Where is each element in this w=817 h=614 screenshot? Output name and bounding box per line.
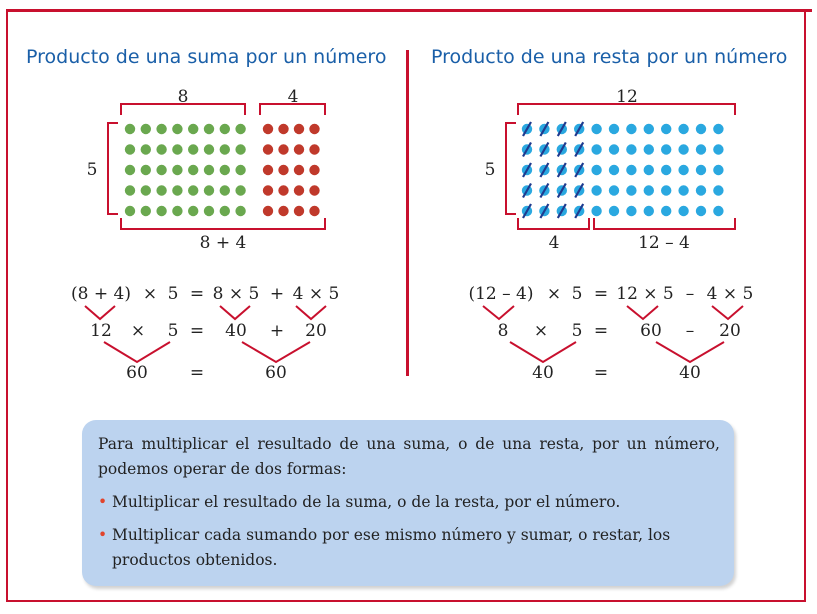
eq-term: 12 × 5 — [616, 284, 674, 304]
green-dot — [172, 144, 182, 154]
eq-term: 8 × 5 — [212, 284, 260, 304]
green-dot — [141, 185, 151, 195]
label-12: 12 — [616, 87, 638, 107]
blue-dot — [678, 206, 688, 216]
blue-dot — [678, 165, 688, 175]
label-5: 5 — [86, 160, 98, 180]
bracket-bottom-4 — [518, 218, 589, 229]
bracket-side-5 — [108, 123, 118, 214]
blue-dot — [626, 144, 636, 154]
red-dot — [309, 185, 319, 195]
red-dot — [278, 165, 288, 175]
blue-dot — [609, 185, 619, 195]
eq-op: × — [546, 284, 562, 304]
bullet-icon: • — [98, 493, 108, 511]
right-dot-array — [522, 122, 724, 218]
blue-dot — [609, 206, 619, 216]
eq-term: 20 — [305, 321, 327, 341]
green-dot — [141, 124, 151, 134]
red-dot — [278, 124, 288, 134]
green-dot — [141, 144, 151, 154]
green-dot — [220, 165, 230, 175]
red-dot — [294, 144, 304, 154]
blue-dot — [678, 124, 688, 134]
blue-dot — [713, 206, 723, 216]
blue-dot — [591, 124, 601, 134]
connector — [510, 342, 576, 362]
green-dot — [125, 144, 135, 154]
eq-op: = — [189, 321, 205, 341]
green-dot — [125, 185, 135, 195]
eq-term: 60 — [640, 321, 662, 341]
blue-dot — [678, 185, 688, 195]
connector — [104, 342, 170, 362]
red-dot — [263, 185, 273, 195]
green-dot — [172, 124, 182, 134]
connector — [296, 306, 326, 319]
green-dot — [235, 165, 245, 175]
eq-op: + — [269, 321, 285, 341]
connector — [242, 342, 310, 362]
red-dot — [278, 185, 288, 195]
blue-dot — [678, 144, 688, 154]
label-8: 8 — [177, 87, 189, 107]
red-dot — [263, 206, 273, 216]
eq-term: 12 — [90, 321, 112, 341]
green-dot — [204, 206, 214, 216]
eq-term: 5 — [167, 321, 179, 341]
eq-op: × — [142, 284, 158, 304]
green-dot — [188, 185, 198, 195]
blue-dot — [591, 165, 601, 175]
eq-op: × — [533, 321, 549, 341]
red-dot — [263, 165, 273, 175]
blue-dot — [661, 124, 671, 134]
green-dot — [188, 144, 198, 154]
eq-result: 60 — [126, 363, 148, 383]
rule-item — [98, 490, 720, 515]
green-dot — [172, 165, 182, 175]
blue-dot — [661, 185, 671, 195]
green-dot — [188, 124, 198, 134]
green-dot — [235, 144, 245, 154]
connector — [220, 306, 250, 319]
eq-op: + — [269, 284, 285, 304]
green-dot — [220, 144, 230, 154]
green-dot — [156, 165, 166, 175]
blue-dot — [696, 124, 706, 134]
bracket-bottom-diff — [594, 218, 735, 229]
blue-dot — [713, 124, 723, 134]
bracket-bottom-sum — [121, 218, 325, 229]
green-dot — [235, 185, 245, 195]
blue-dot — [609, 124, 619, 134]
green-dot — [220, 124, 230, 134]
blue-dot — [696, 165, 706, 175]
eq-result: 40 — [532, 363, 554, 383]
green-dot — [188, 165, 198, 175]
eq-term: 4 × 5 — [706, 284, 754, 304]
rule-item-text: Multiplicar el resultado de la suma, o de la resta, por el número. — [112, 493, 621, 511]
green-dot — [172, 206, 182, 216]
blue-dot — [626, 165, 636, 175]
red-dot — [309, 144, 319, 154]
rule-item — [98, 523, 720, 573]
green-dot — [156, 206, 166, 216]
label-5-right: 5 — [484, 160, 496, 180]
green-dot — [220, 206, 230, 216]
red-dot — [309, 124, 319, 134]
red-dot — [309, 206, 319, 216]
blue-dot — [644, 144, 654, 154]
eq-op: = — [189, 284, 205, 304]
blue-dot — [696, 185, 706, 195]
red-dot — [263, 124, 273, 134]
bullet-icon: • — [98, 526, 108, 544]
blue-dot — [713, 144, 723, 154]
green-dot — [188, 206, 198, 216]
eq-op: = — [189, 363, 205, 383]
blue-dot — [609, 165, 619, 175]
blue-dot — [591, 206, 601, 216]
green-dot — [141, 165, 151, 175]
eq-term: 5 — [571, 284, 583, 304]
eq-op: = — [593, 321, 609, 341]
rule-item-text: Multiplicar cada sumando por ese mismo número y sumar, o restar, los productos obtenidos. — [112, 526, 671, 569]
green-dot — [204, 144, 214, 154]
connector — [712, 306, 743, 319]
blue-dot — [626, 185, 636, 195]
green-dot — [156, 185, 166, 195]
connector — [656, 342, 724, 362]
eq-op: – — [685, 284, 695, 304]
eq-term: 20 — [719, 321, 741, 341]
blue-dot — [661, 206, 671, 216]
blue-dot — [661, 144, 671, 154]
left-section-title: Producto de una suma por un número — [26, 46, 387, 68]
green-dot — [125, 165, 135, 175]
green-dot — [204, 165, 214, 175]
blue-dot — [591, 144, 601, 154]
blue-dot — [609, 144, 619, 154]
green-dot — [235, 206, 245, 216]
green-dot — [156, 144, 166, 154]
blue-dot — [696, 144, 706, 154]
eq-op: = — [593, 363, 609, 383]
green-dot — [204, 124, 214, 134]
eq-result: 60 — [265, 363, 287, 383]
blue-dot — [696, 206, 706, 216]
left-dot-array — [125, 124, 320, 216]
eq-term: 40 — [225, 321, 247, 341]
label-4-right: 4 — [548, 233, 560, 253]
eq-term: 4 × 5 — [292, 284, 340, 304]
eq-op: – — [685, 321, 695, 341]
connector — [627, 306, 658, 319]
green-dot — [235, 124, 245, 134]
right-section-title: Producto de una resta por un número — [431, 46, 788, 68]
eq-term: 5 — [571, 321, 583, 341]
red-dot — [294, 165, 304, 175]
connector — [85, 306, 115, 319]
eq-term: 5 — [167, 284, 179, 304]
green-dot — [204, 185, 214, 195]
green-dot — [141, 206, 151, 216]
rule-intro: Para multiplicar el resultado de una suma, o de una resta, por un número, podemos operar de dos formas: — [98, 435, 720, 478]
green-dot — [220, 185, 230, 195]
blue-dot — [591, 185, 601, 195]
green-dot — [125, 206, 135, 216]
eq-term: 8 — [497, 321, 509, 341]
red-dot — [309, 165, 319, 175]
red-dot — [294, 206, 304, 216]
green-dot — [156, 124, 166, 134]
eq-term: (12 – 4) — [468, 284, 534, 304]
blue-dot — [713, 185, 723, 195]
blue-dot — [644, 185, 654, 195]
rule-list — [98, 490, 720, 573]
blue-dot — [626, 124, 636, 134]
green-dot — [172, 185, 182, 195]
green-dot — [125, 124, 135, 134]
blue-dot — [713, 165, 723, 175]
label-12-minus-4: 12 – 4 — [638, 233, 690, 253]
red-dot — [263, 144, 273, 154]
red-dot — [278, 206, 288, 216]
eq-op: = — [593, 284, 609, 304]
label-8-plus-4: 8 + 4 — [199, 233, 247, 253]
rule-box — [82, 420, 734, 586]
blue-dot — [644, 124, 654, 134]
eq-result: 40 — [679, 363, 701, 383]
blue-dot — [661, 165, 671, 175]
eq-op: × — [130, 321, 146, 341]
red-dot — [278, 144, 288, 154]
blue-dot — [644, 165, 654, 175]
connector — [483, 306, 514, 319]
bracket-side-5-right — [506, 123, 516, 214]
red-dot — [294, 124, 304, 134]
blue-dot — [644, 206, 654, 216]
red-dot — [294, 185, 304, 195]
eq-term: (8 + 4) — [71, 284, 131, 304]
blue-dot — [626, 206, 636, 216]
label-4: 4 — [287, 87, 299, 107]
